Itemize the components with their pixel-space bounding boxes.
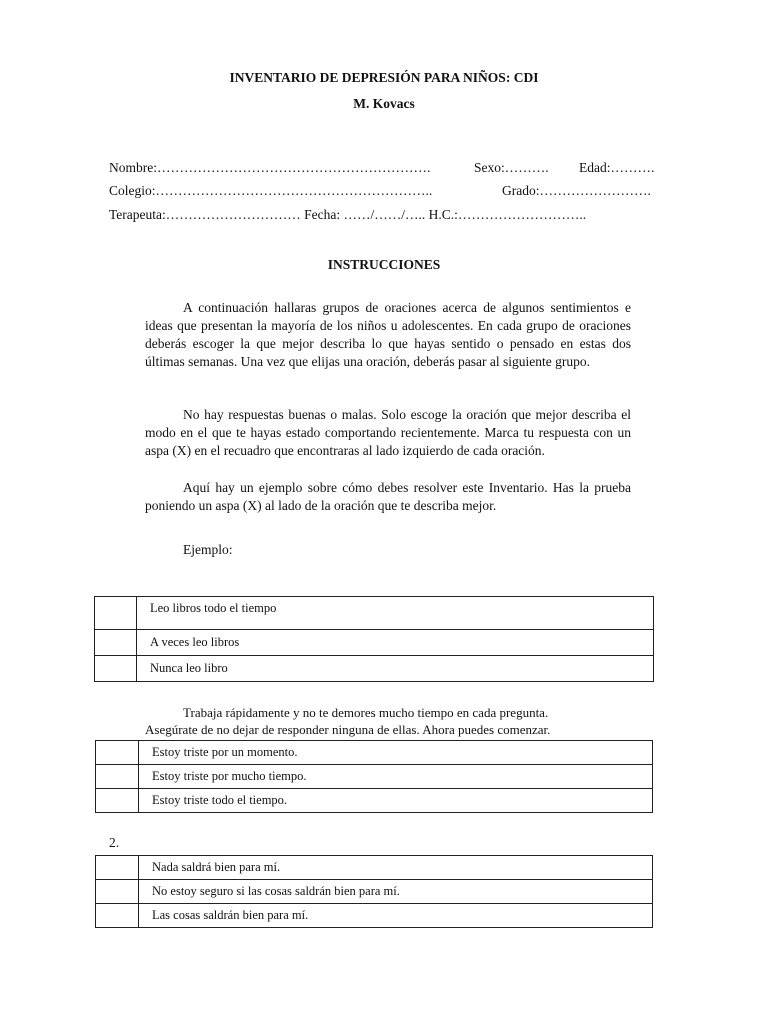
option-text: No estoy seguro si las cosas saldrán bien para mí. (139, 880, 653, 904)
answer-checkbox[interactable] (96, 741, 139, 765)
answer-checkbox[interactable] (96, 765, 139, 789)
option-text: Leo libros todo el tiempo (137, 597, 654, 630)
document-title: INVENTARIO DE DEPRESIÓN PARA NIÑOS: CDI (229, 70, 539, 85)
instructions-heading: INSTRUCCIONES (327, 257, 441, 272)
table-row (96, 789, 653, 813)
answer-checkbox[interactable] (96, 904, 139, 928)
option-text: Nada saldrá bien para mí. (139, 856, 653, 880)
table-row (96, 765, 653, 789)
answer-checkbox[interactable] (96, 789, 139, 813)
item-2-table (95, 855, 653, 928)
item-1-table (95, 740, 653, 813)
terapeuta-line: Terapeuta:………………………… Fecha: ……/……/….. H.C.:……………………….. (109, 207, 587, 222)
work-note-line-1: Trabaja rápidamente y no te demores mucho tiempo en cada pregunta. (183, 705, 549, 720)
instructions-paragraph-2-text: No hay respuestas buenas o malas. Solo escoge la oración que mejor describa el modo en el que te hayas estado comportando recientemente. Marca tu respuesta con un aspa (X) en el recuadro que encontraras al lado izquierdo de cada oración. (145, 407, 631, 458)
option-text: A veces leo libros (137, 630, 654, 656)
document-author: M. Kovacs (353, 96, 415, 111)
option-text: Estoy triste por mucho tiempo. (139, 765, 653, 789)
option-text: Nunca leo libro (137, 656, 654, 682)
answer-checkbox[interactable] (95, 656, 137, 682)
table-row (95, 630, 654, 656)
sexo-field: Sexo:………. (474, 160, 549, 175)
item-2-number: 2. (109, 835, 120, 850)
option-text: Estoy triste todo el tiempo. (139, 789, 653, 813)
answer-checkbox[interactable] (95, 630, 137, 656)
answer-checkbox[interactable] (96, 880, 139, 904)
example-label: Ejemplo: (183, 542, 233, 557)
table-row (96, 856, 653, 880)
table-row (95, 597, 654, 630)
example-table (94, 596, 654, 682)
instructions-paragraph-3-text: Aquí hay un ejemplo sobre cómo debes resolver este Inventario. Has la prueba poniendo un aspa (X) al lado de la oración que te describa mejor. (145, 480, 631, 513)
grado-field: Grado:……………………. (502, 183, 651, 198)
table-row (96, 741, 653, 765)
table-row (95, 656, 654, 682)
instructions-paragraph-1 (145, 299, 631, 371)
instructions-paragraph-1-text: A continuación hallaras grupos de oraciones acerca de algunos sentimientos e ideas que presentan la mayoría de los niños u adolescentes. En cada grupo de oraciones deberás escoger la que mejor describa lo que hayas sentido o pensado en estas dos últimas semanas. Una vez que elijas una oración, deberás pasar al siguiente grupo. (145, 300, 631, 369)
edad-field: Edad:………. (579, 160, 655, 175)
answer-checkbox[interactable] (95, 597, 137, 630)
colegio-field: Colegio:…………………………………………………….. (109, 183, 433, 198)
instructions-paragraph-2 (145, 406, 631, 460)
table-row (96, 880, 653, 904)
instructions-paragraph-3 (145, 479, 631, 515)
option-text: Estoy triste por un momento. (139, 741, 653, 765)
table-row (96, 904, 653, 928)
option-text: Las cosas saldrán bien para mí. (139, 904, 653, 928)
nombre-field: Nombre:……………………………………………………. (109, 160, 431, 175)
work-note-line-2: Asegúrate de no dejar de responder ninguna de ellas. Ahora puedes comenzar. (145, 722, 551, 737)
answer-checkbox[interactable] (96, 856, 139, 880)
